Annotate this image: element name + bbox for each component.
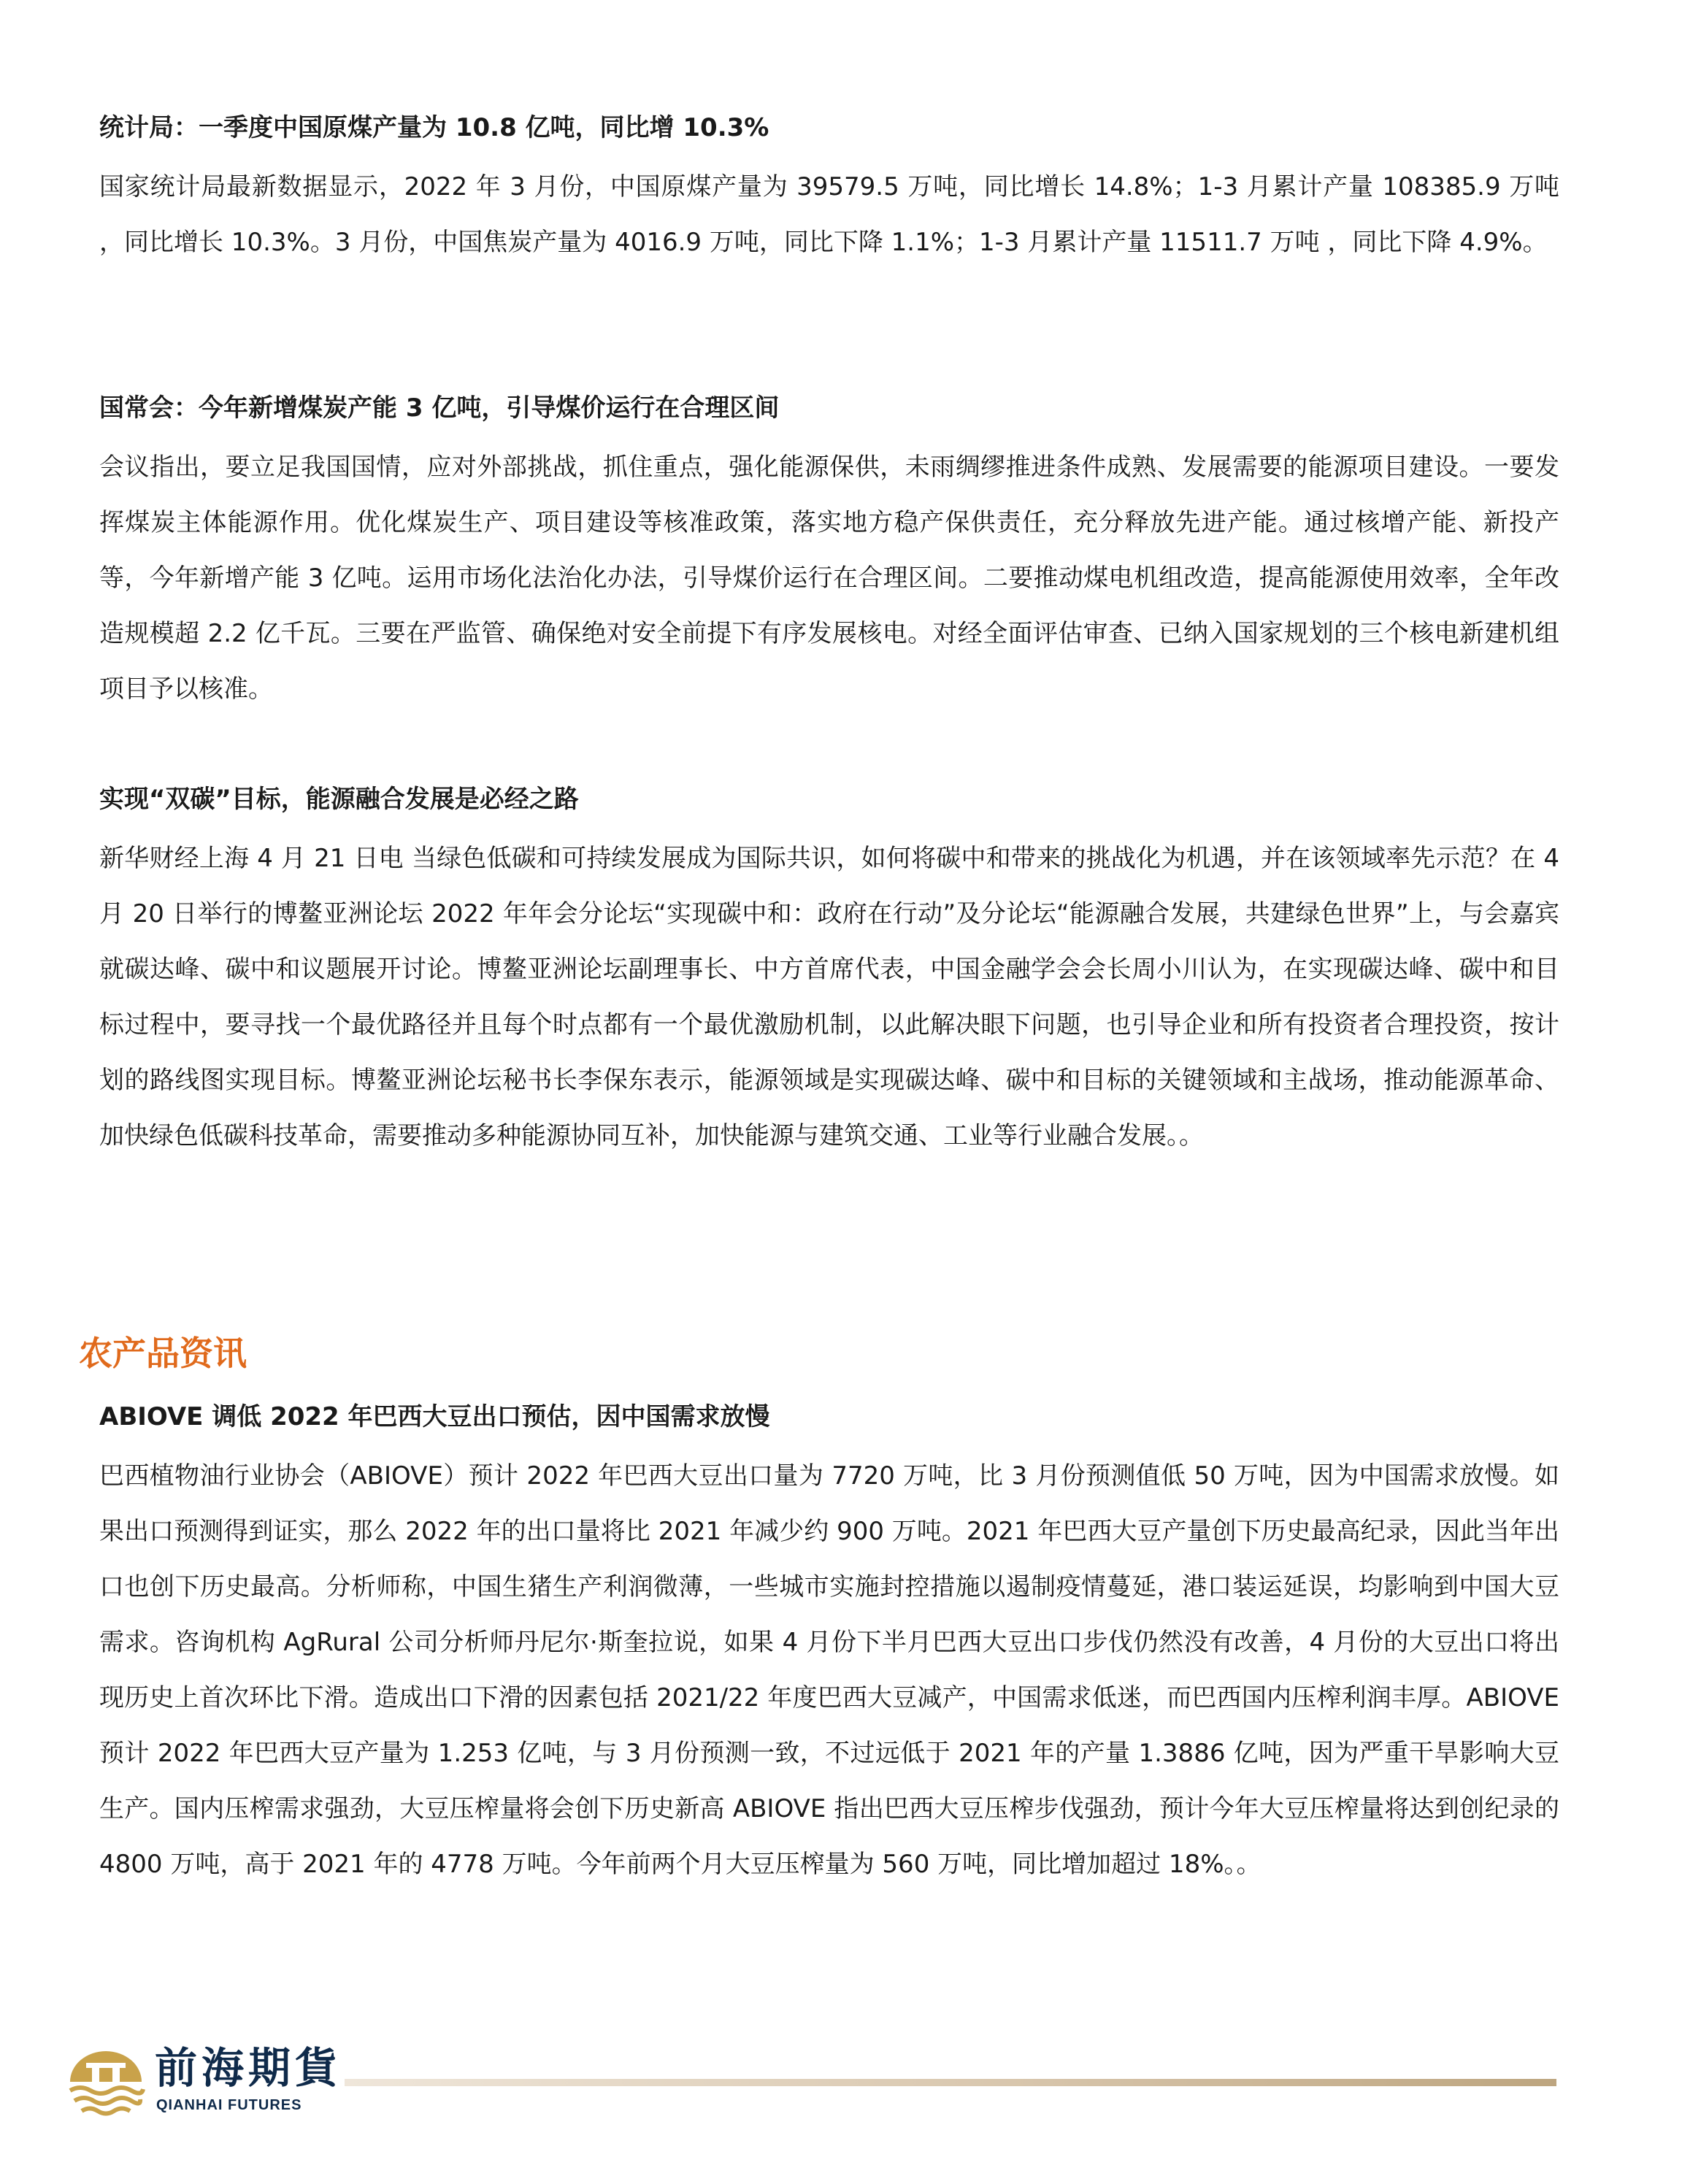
article-body: 巴西植物油行业协会（ABIOVE）预计 2022 年巴西大豆出口量为 7720 万吨，比 3 月份预测值低 50 万吨，因为中国需求放慢。如果出口预测得到证实，那么 2022 年的出口量将比 2021 年减少约 900 万吨。2021 年巴西大豆产量创下历史最高纪录，因此当年出口也创下历史最高。分析师称，中国生猪生产利润微薄，一些城市实施封控措施以遏制疫情蔓延，港口装运延误，均影响到中国大豆需求。咨询机构 AgRural 公司分析师丹尼尔·斯奎拉说，如果 4 月份下半月巴西大豆出口步伐仍然没有改善，4 月份的大豆出口将出现历史上首次环比下滑。造成出口下滑的因素包括 2021/22 年度巴西大豆减产，中国需求低迷，而巴西国内压榨利润丰厚。ABIOVE 预计 2022 年巴西大豆产量为 1.253 亿吨，与 3 月份预测一致，不过远低于 2021 年的产量 1.3886 亿吨，因为严重干旱影响大豆生产。国内压榨需求强劲，大豆压榨量将会创下历史新高 ABIOVE 指出巴西大豆压榨步伐强劲，预计今年大豆压榨量将达到创纪录的 4800 万吨，高于 2021 年的 4778 万吨。今年前两个月大豆压榨量为 560 万吨，同比增加超过 18%。。 xyxy=(99,1461,1559,1879)
article-title: 实现“双碳”目标，能源融合发展是必经之路 xyxy=(99,785,579,814)
news-article-coal-output xyxy=(99,107,1559,270)
company-name-en: QIANHAI FUTURES xyxy=(156,2097,302,2113)
page-footer xyxy=(0,2037,1682,2124)
article-body: 新华财经上海 4 月 21 日电 当绿色低碳和可持续发展成为国际共识，如何将碳中和带来的挑战化为机遇，并在该领域率先示范？在 4 月 20 日举行的博鳌亚洲论坛 2022 年年会分论坛“实现碳中和：政府在行动”及分论坛“能源融合发展，共建绿色世界”上，与会嘉宾就碳达峰、碳中和议题展开讨论。博鳌亚洲论坛副理事长、中方首席代表，中国金融学会会长周小川认为，在实现碳达峰、碳中和目标过程中，要寻找一个最优路径并且每个时点都有一个最优激励机制，以此解决眼下问题，也引导企业和所有投资者合理投资，按计划的路线图实现目标。博鳌亚洲论坛秘书长李保东表示，能源领域是实现碳达峰、碳中和目标的关键领域和主战场，推动能源革命、加快绿色低碳科技革命，需要推动多种能源协同互补，加快能源与建筑交通、工业等行业融合发展。。 xyxy=(99,844,1559,1150)
qianhai-logo-icon xyxy=(64,2048,147,2121)
news-article-abiove xyxy=(99,1396,1559,1892)
news-article-dual-carbon xyxy=(99,778,1559,1164)
article-body: 会议指出，要立足我国国情，应对外部挑战，抓住重点，强化能源保供，未雨绸缪推进条件成熟、发展需要的能源项目建设。一要发挥煤炭主体能源作用。优化煤炭生产、项目建设等核准政策，落实地方稳产保供责任，充分释放先进产能。通过核增产能、新投产等，今年新增产能 3 亿吨。运用市场化法治化办法，引导煤价运行在合理区间。二要推动煤电机组改造，提高能源使用效率，全年改造规模超 2.2 亿千瓦。三要在严监管、确保绝对安全前提下有序发展核电。对经全面评估审查、已纳入国家规划的三个核电新建机组项目予以核准。 xyxy=(99,453,1559,704)
article-title: 国常会：今年新增煤炭产能 3 亿吨，引导煤价运行在合理区间 xyxy=(99,393,780,423)
news-article-state-council xyxy=(99,387,1559,717)
section-heading-agri: 农产品资讯 xyxy=(79,1334,247,1373)
article-title: 统计局：一季度中国原煤产量为 10.8 亿吨，同比增 10.3% xyxy=(99,113,769,142)
company-name-cn: 前海期貨 xyxy=(155,2043,342,2093)
footer-divider xyxy=(345,2079,1556,2086)
article-body: 国家统计局最新数据显示，2022 年 3 月份，中国原煤产量为 39579.5 万吨，同比增长 14.8%；1-3 月累计产量 108385.9 万吨 ，同比增长 10.3%。3 月份，中国焦炭产量为 4016.9 万吨，同比下降 1.1%；1-3 月累计产量 11511.7 万吨 ，同比下降 4.9%。 xyxy=(99,172,1559,257)
article-title: ABIOVE 调低 2022 年巴西大豆出口预估，因中国需求放慢 xyxy=(99,1402,770,1431)
